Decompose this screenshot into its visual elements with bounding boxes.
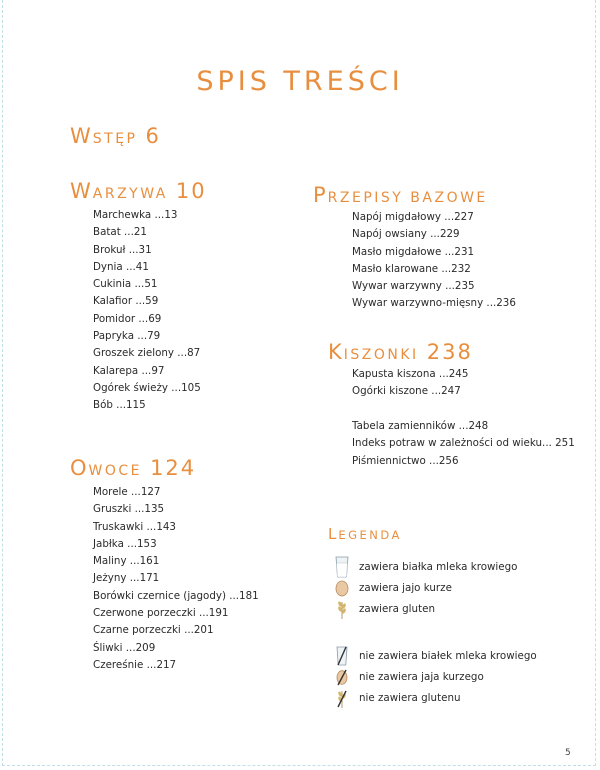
toc-entry: Batat ...21 (93, 226, 147, 239)
toc-entry: Gruszki ...135 (93, 503, 165, 516)
legend-row: nie zawiera białek mleka krowiego (333, 645, 537, 667)
extras-list (352, 418, 575, 470)
toc-entry: Czereśnie ...217 (93, 658, 177, 671)
toc-entry: Kalafior ...59 (93, 295, 159, 308)
section-kiszonki: KISZONKI 238 (328, 340, 473, 364)
toc-entry: Tabela zamienników ...248 (352, 420, 489, 432)
toc-entry: Papryka ...79 (93, 330, 161, 343)
section-legenda: LEGENDA (328, 525, 402, 543)
toc-entry: Morele ...127 (93, 486, 161, 498)
toc-entry: Masło migdałowe ...231 (352, 245, 475, 258)
section-przepisy-bazowe: PRZEPISY BAZOWE (313, 183, 488, 207)
toc-entry: Dynia ...41 (93, 260, 149, 273)
toc-entry: Ogórek świeży ...105 (93, 381, 201, 394)
toc-entry: Masło klarowane ...232 (352, 262, 471, 275)
legend-row: zawiera białka mleka krowiego (333, 556, 517, 578)
toc-entry: Marchewka ...13 (93, 209, 178, 221)
legend-row: zawiera gluten (333, 598, 435, 620)
toc-entry: Kalarepa ...97 (93, 364, 165, 377)
toc-entry: Napój migdałowy ...227 (352, 211, 474, 223)
toc-entry: Maliny ...161 (93, 555, 160, 568)
toc-entry: Wywar warzywny ...235 (352, 280, 475, 293)
section-wstep: WSTĘP 6 (70, 124, 161, 148)
toc-entry: Wywar warzywno-mięsny ...236 (352, 297, 516, 310)
egg-icon (333, 577, 351, 599)
legend-row: zawiera jajo kurze (333, 577, 452, 599)
toc-entry: Napój owsiany ...229 (352, 228, 460, 241)
crossed-wheat-icon (333, 687, 351, 709)
crossed-egg-icon (333, 666, 351, 688)
warzywa-list (93, 207, 201, 415)
legend-row: nie zawiera glutenu (333, 687, 461, 709)
toc-entry: Cukinia ...51 (93, 278, 158, 291)
toc-entry: Borówki czernice (jagody) ...181 (93, 589, 259, 602)
toc-entry: Groszek zielony ...87 (93, 347, 201, 360)
page-number: 5 (565, 748, 571, 758)
toc-entry: Czarne porzeczki ...201 (93, 624, 214, 637)
milk-glass-icon (333, 556, 351, 578)
toc-entry: Brokuł ...31 (93, 243, 152, 256)
przepisy-list (352, 209, 516, 313)
toc-entry: Jeżyny ...171 (93, 572, 160, 585)
toc-entry: Pomidor ...69 (93, 312, 162, 325)
page-title: SPIS TREŚCI (196, 66, 404, 97)
owoce-list (93, 484, 259, 674)
toc-entry: Truskawki ...143 (93, 520, 176, 533)
toc-entry: Ogórki kiszone ...247 (352, 385, 461, 398)
toc-entry: Bób ...115 (93, 399, 146, 412)
toc-entry: Piśmiennictwo ...256 (352, 454, 459, 467)
toc-entry: Śliwki ...209 (93, 641, 156, 654)
toc-entry: Kapusta kiszona ...245 (352, 368, 469, 380)
toc-entry: Czerwone porzeczki ...191 (93, 607, 229, 620)
toc-entry: Indeks potraw w zależności od wieku... 251 (352, 437, 575, 450)
toc-entry: Jabłka ...153 (93, 537, 157, 550)
legend-row: nie zawiera jaja kurzego (333, 666, 484, 688)
section-owoce: OWOCE 124 (70, 456, 197, 480)
section-warzywa: WARZYWA 10 (70, 179, 207, 203)
wheat-icon (333, 598, 351, 620)
crossed-milk-icon (333, 645, 351, 667)
kiszonki-list (352, 366, 468, 401)
